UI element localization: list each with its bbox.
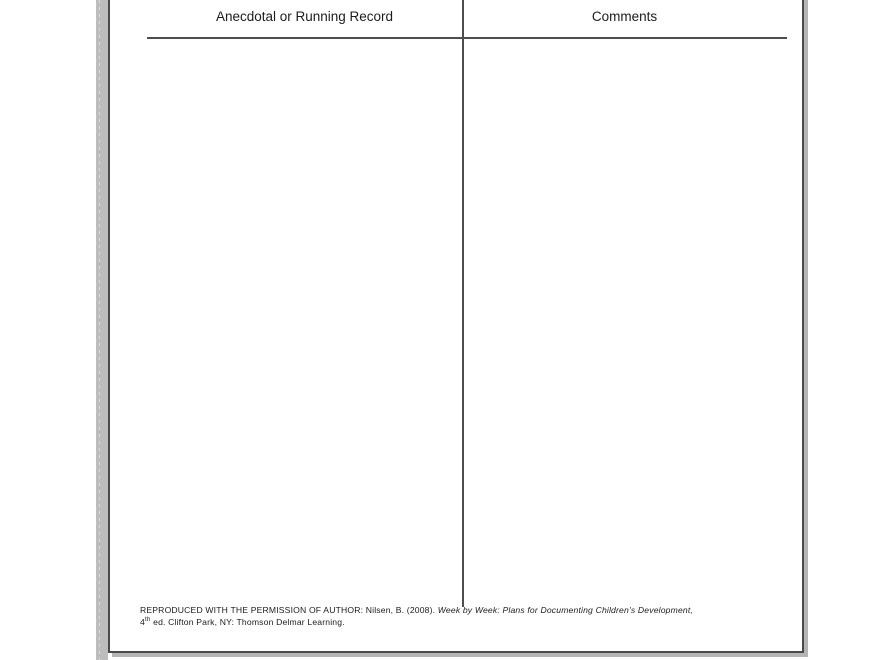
column-header-comments: Comments: [591, 9, 658, 24]
column-header-anecdotal-or-running-record: Anecdotal or Running Record: [215, 9, 394, 24]
footer-credit-prefix: REPRODUCED WITH THE PERMISSION OF AUTHOR: Nilsen, B. (2008).: [140, 605, 438, 615]
comments-writing-area[interactable]: [466, 39, 787, 605]
gutter-ruler-line: [99, 0, 100, 660]
column-divider-line: [462, 0, 464, 607]
column-header-row: [147, 8, 787, 26]
document-page: [108, 0, 804, 653]
footer-credit-edition-number: 4: [140, 616, 145, 627]
footer-credit-book-title: Week by Week: Plans for Documenting Children’s Development,: [437, 605, 693, 615]
footer-credit-publisher: ed. Clifton Park, NY: Thomson Delmar Learning.: [150, 616, 345, 627]
page-shadow-bottom: [112, 653, 808, 657]
footer-credit: [140, 605, 790, 628]
page-shadow-right: [804, 0, 808, 656]
footer-credit-edition-superscript: th: [144, 615, 151, 623]
anecdotal-record-writing-area[interactable]: [147, 39, 460, 605]
viewer-gutter: [96, 0, 108, 660]
